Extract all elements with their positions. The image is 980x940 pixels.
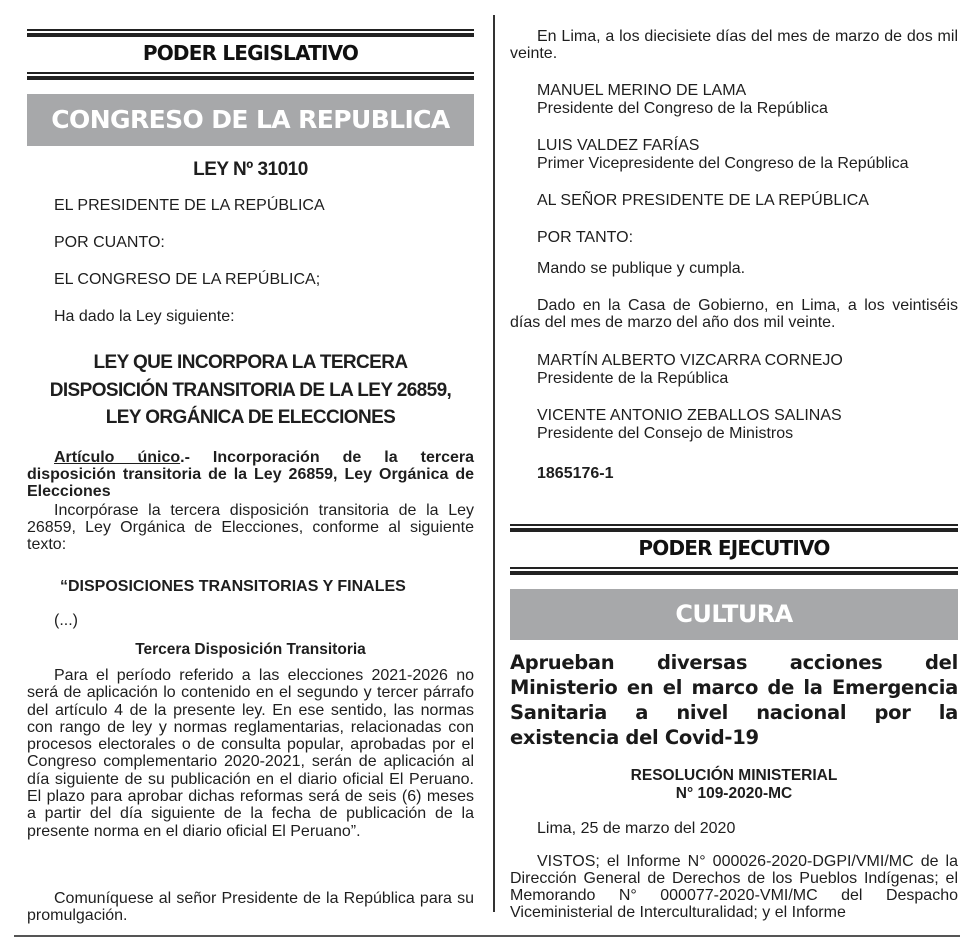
date-text-body: En Lima, a los diecisiete días del mes de marzo de dos mil veinte. [510, 28, 958, 62]
signatory-role: Presidente del Consejo de Ministros [537, 425, 794, 442]
dado-text [510, 297, 958, 331]
column-divider [493, 15, 495, 912]
vistos-text-body: VISTOS; el Informe N° 000026-2020-DGPI/VMI/MC de la Dirección General de Derechos de los Pueblos Indígenas; el Memorando N° 000077-2020-VMI/MC del Despacho Viceministerial de Interculturalidad; y el Informe [510, 853, 958, 921]
section-title-legislativo: PODER LEGISLATIVO [142, 41, 359, 65]
article-heading-text: .- Incorporación de la tercera disposición transitoria de la Ley 26859, Ley Orgánica de Elecciones [27, 449, 474, 500]
preamble-line: EL CONGRESO DE LA REPÚBLICA; [54, 271, 321, 288]
rule [27, 29, 474, 31]
transitory-text-body: Para el período referido a las elecciones 2021-2026 no será de aplicación lo contenido en el segundo y tercer párrafo del artículo 4 de la presente ley. En ese sentido, las normas con rango de ley y normas reglamentarias, relacionadas con procesos electorales o de consulta popular, aprobadas por el Congreso complementario 2020-2021, serán de aplicación al día siguiente de su publicación en el diario oficial El Peruano. El plazo para aprobar dichas reformas será de seis (6) meses a partir del día siguiente de la fecha de publicación de la presente norma en el diario oficial El Peruano”. [27, 667, 474, 840]
preamble-line: EL PRESIDENTE DE LA REPÚBLICA [54, 197, 325, 214]
publication-code: 1865176-1 [537, 465, 614, 482]
article-heading [27, 449, 474, 500]
rule [27, 76, 474, 80]
rule [510, 571, 958, 575]
vistos-text [510, 853, 958, 921]
signatory-role: Presidente de la República [537, 370, 729, 387]
rule [510, 524, 958, 526]
signatory-role: Primer Vicepresidente del Congreso de la República [537, 155, 909, 172]
law-title-line: DISPOSICIÓN TRANSITORIA DE LA LEY 26859, [49, 380, 452, 401]
signatory-role: Presidente del Congreso de la República [537, 100, 828, 117]
right-column [510, 0, 958, 930]
dado-text-body: Dado en la Casa de Gobierno, en Lima, a los veintiséis días del mes de marzo del año dos mil veinte. [510, 297, 958, 331]
bottom-rule [14, 935, 960, 937]
rule [510, 567, 958, 569]
rule [27, 33, 474, 37]
signatory-name: MARTÍN ALBERTO VIZCARRA CORNEJO [537, 352, 843, 369]
closing-text [27, 890, 474, 924]
resolution-title: RESOLUCIÓN MINISTERIAL [630, 767, 838, 784]
date-text [510, 28, 958, 62]
ellipsis: (...) [54, 612, 78, 629]
resolution-date: Lima, 25 de marzo del 2020 [537, 820, 736, 837]
band-cultura: CULTURA [510, 589, 958, 640]
rule [510, 528, 958, 532]
law-number: LEY Nº 31010 [193, 159, 308, 180]
section-title-ejecutivo: PODER EJECUTIVO [638, 536, 830, 560]
article-body-text: Incorpórase la tercera disposición transitoria de la Ley 26859, Ley Orgánica de Elecciones, conforme al siguiente texto: [27, 502, 474, 553]
transitory-text [27, 667, 474, 840]
resolution-number: N° 109-2020-MC [675, 785, 793, 802]
sub-heading: Tercera Disposición Transitoria [135, 641, 366, 658]
preamble-line: Ha dado la Ley siguiente: [54, 308, 235, 325]
signatory-name: MANUEL MERINO DE LAMA [537, 82, 747, 99]
addressee: AL SEÑOR PRESIDENTE DE LA REPÚBLICA [537, 192, 869, 209]
signatory-name: LUIS VALDEZ FARÍAS [537, 137, 700, 154]
preamble-line: POR CUANTO: [54, 234, 165, 251]
quote-heading: “DISPOSICIONES TRANSITORIAS Y FINALES [60, 578, 406, 595]
law-title-line: LEY ORGÁNICA DE ELECCIONES [105, 407, 396, 428]
signatory-name: VICENTE ANTONIO ZEBALLOS SALINAS [537, 407, 842, 424]
band-congreso: CONGRESO DE LA REPUBLICA [27, 94, 474, 146]
headline: Aprueban diversas acciones del Ministerio en el marco de la Emergencia Sanitaria a nivel nacional por la existencia del Covid-19 [510, 651, 958, 749]
law-title-line: LEY QUE INCORPORA LA TERCERA [93, 352, 408, 373]
closing-text-body: Comuníquese al señor Presidente de la República para su promulgación. [27, 890, 474, 924]
rule [27, 72, 474, 74]
mando: Mando se publique y cumpla. [537, 260, 746, 277]
article-label: Artículo único [54, 449, 181, 466]
article-body [27, 502, 474, 553]
left-column [27, 0, 474, 930]
por-tanto: POR TANTO: [537, 229, 634, 246]
